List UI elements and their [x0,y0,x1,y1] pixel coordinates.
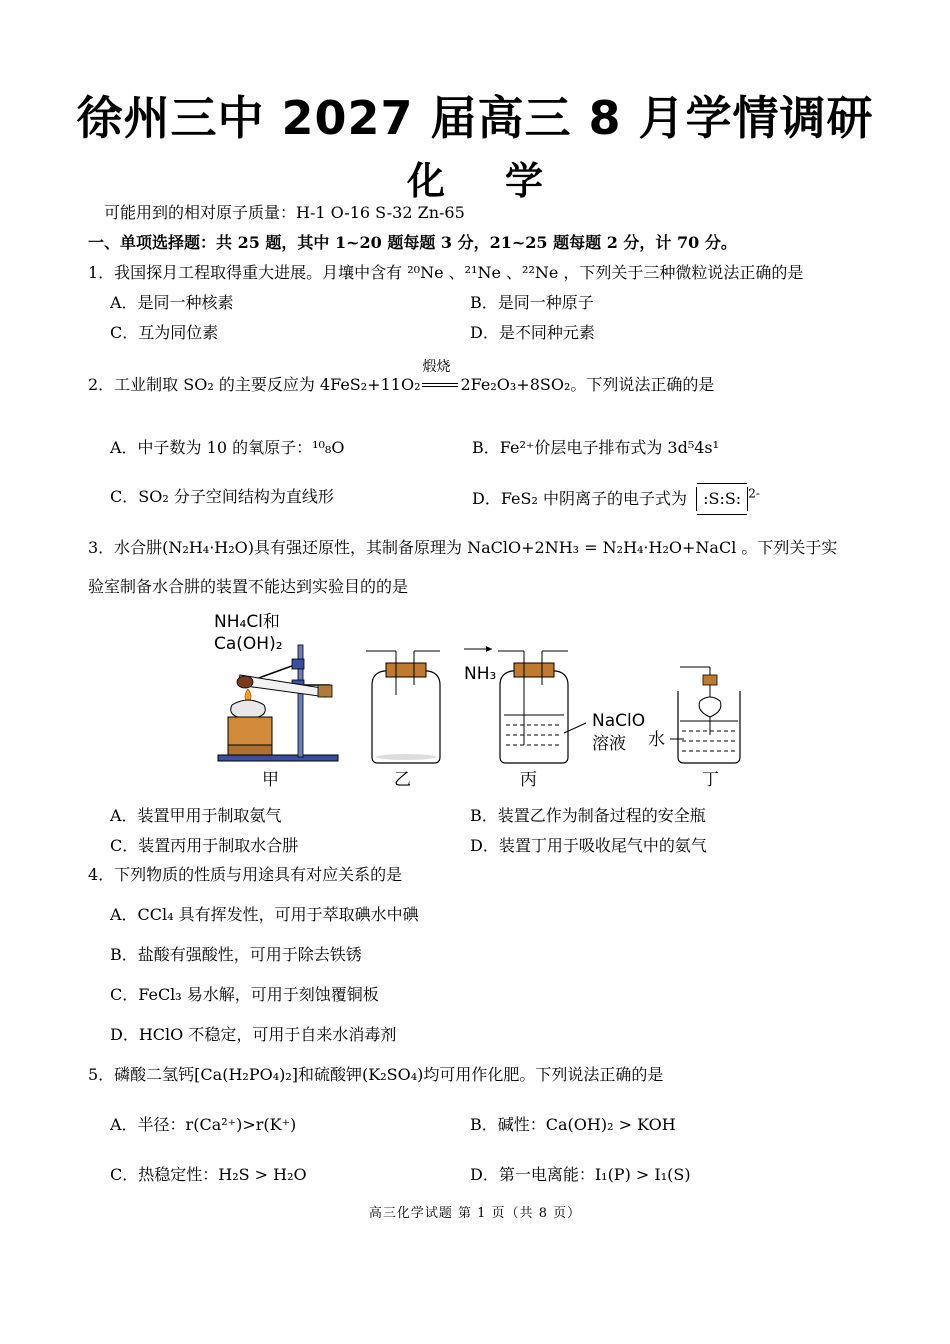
nh3-label: NH₃ [464,664,497,684]
q2-option-b: B．Fe²⁺价层电子排布式为 3d⁵4s¹ [472,438,720,457]
q4-stem: 4．下列物质的性质与用途具有对应关系的是 [88,865,403,884]
q2-stem-suffix: 2Fe₂O₃+8SO₂。下列说法正确的是 [460,375,715,394]
q4-option-d: D．HClO 不稳定，可用于自来水消毒剂 [110,1025,397,1044]
page-title: 徐州三中 2027 届高三 8 月学情调研 [76,91,874,145]
q1-option-d: D．是不同种元素 [470,323,595,342]
reagent-label-2: Ca(OH)₂ [214,634,283,654]
q5-option-a: A．半径：r(Ca²⁺)>r(K⁺) [110,1115,297,1134]
q2-stem-prefix: 2．工业制取 SO₂ 的主要反应为 4FeS₂+11O₂ [88,375,421,394]
q4-option-c: C．FeCl₃ 易水解，可用于刻蚀覆铜板 [110,985,379,1004]
q2-option-d-prefix: D．FeS₂ 中阴离子的电子式为 [472,489,687,508]
page-footer: 高三化学试题 第 1 页（共 8 页） [368,1206,582,1221]
apparatus-figure [200,605,760,795]
label-jia: 甲 [262,770,279,790]
q3-stem-line2: 验室制备水合肼的装置不能达到实验目的的是 [88,577,409,596]
q1-stem: 1．我国探月工程取得重大进展。月壤中含有 ²⁰Ne 、²¹Ne 、²²Ne ，下列关于三种微粒说法正确的是 [88,263,804,282]
naclo-label-1: NaClO [592,711,646,731]
q2-option-c: C．SO₂ 分子空间结构为直线形 [110,487,334,506]
naclo-label-2: 溶液 [592,734,626,754]
q4-option-b: B．盐酸有强酸性，可用于除去铁锈 [110,945,362,964]
apparatus-yi [366,651,440,763]
q3-stem-line1: 3．水合肼(N₂H₄·H₂O)具有强还原性，其制备原理为 NaClO+2NH₃ = N₂H₄·H₂O+NaCl 。下列关于实 [88,538,838,557]
electron-formula-charge: 2- [748,486,760,501]
label-yi: 乙 [394,770,411,790]
q2-option-d [472,487,760,511]
reagent-label-1: NH₄Cl和 [214,612,280,632]
atomic-masses: 可能用到的相对原子质量：H-1 O-16 S-32 Zn-65 [104,203,465,222]
q3-option-b: B．装置乙作为制备过程的安全瓶 [470,806,706,825]
label-ding: 丁 [702,770,719,790]
reaction-arrow [420,359,460,395]
apparatus-jia [218,645,338,761]
subject-title: 化学 [406,159,603,203]
q1-option-b: B．是同一种原子 [470,293,594,312]
q3-option-a: A．装置甲用于制取氨气 [110,806,282,825]
q5-stem: 5．磷酸二氢钙[Ca(H₂PO₄)₂]和硫酸钾(K₂SO₄)均可用作化肥。下列说法正确的是 [88,1065,664,1084]
q5-option-c: C．热稳定性：H₂S > H₂O [110,1165,307,1184]
q5-option-d: D．第一电离能：I₁(P) > I₁(S) [470,1165,691,1184]
q5-option-b: B．碱性：Ca(OH)₂ > KOH [470,1115,676,1134]
reaction-condition: 煅烧 [422,359,451,375]
electron-formula [696,487,748,511]
section-heading: 一、单项选择题：共 25 题，其中 1~20 题每题 3 分，21~25 题每题 2 分，计 70 分。 [88,233,737,252]
q2-option-a: A．中子数为 10 的氧原子：¹⁰₈O [110,438,345,457]
q2-stem [88,359,715,395]
q1-option-a: A．是同一种核素 [110,293,234,312]
label-bing: 丙 [520,770,537,790]
q1-option-c: C．互为同位素 [110,323,219,342]
q3-option-c: C．装置丙用于制取水合肼 [110,836,299,855]
water-label: 水 [648,730,665,750]
apparatus-ding [670,667,740,763]
q3-option-d: D．装置丁用于吸收尾气中的氨气 [470,836,707,855]
electron-formula-text: :S:S: [703,489,742,508]
q4-option-a: A．CCl₄ 具有挥发性，可用于萃取碘水中碘 [110,905,419,924]
